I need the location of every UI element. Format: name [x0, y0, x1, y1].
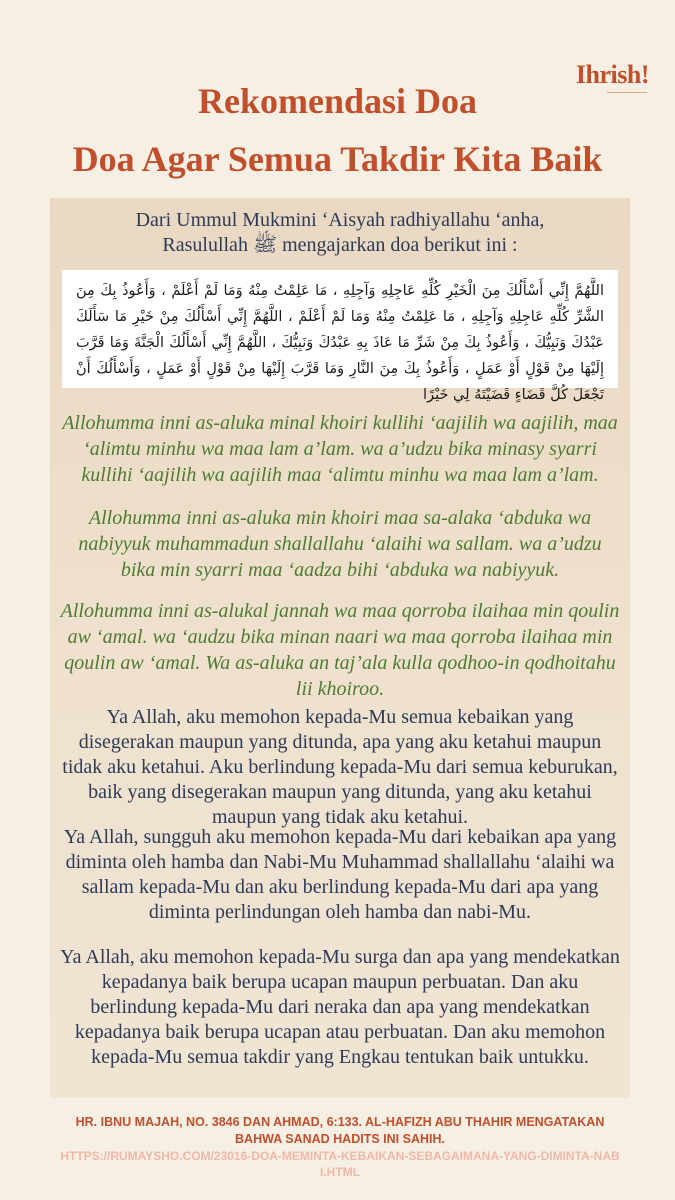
transliteration-paragraph-1: Allohumma inni as-aluka minal khoiri kullihi ‘aajilih wa aajilih, maa ‘alimtu minhu wa maa lam a’lam. wa a’udzu bika minasy syarri kullihi ‘aajilih wa aajilih maa ‘alimtu minhu wa maa lam a’lam.	[62, 412, 618, 486]
page-subtitle: Doa Agar Semua Takdir Kita Baik	[72, 139, 603, 179]
intro-line-2: Rasulullah ﷺ mengajarkan doa berikut ini :	[162, 234, 518, 256]
intro-line-1: Dari Ummul Mukmini ‘Aisyah radhiyallahu ‘anha,	[135, 209, 545, 231]
transliteration-paragraph-3: Allohumma inni as-alukal jannah wa maa qorroba ilaihaa min qoulin aw ‘amal. wa ‘audzu bika minan naari wa maa qorroba ilaihaa min qoulin aw ‘amal. Wa as-aluka an taj’ala kulla qodhoo-in qodhoitahu lii khoiroo.	[60, 600, 620, 700]
translation-paragraph-1: Ya Allah, aku memohon kepada-Mu semua kebaikan yang disegerakan maupun yang ditunda, apa yang aku ketahui maupun tidak aku ketahui. Aku berlindung kepada-Mu dari semua keburukan, baik yang disegerakan maupun yang ditunda, yang aku ketahui maupun yang tidak aku ketahui.	[62, 706, 618, 828]
translation-paragraph-3: Ya Allah, aku memohon kepada-Mu surga dan apa yang mendekatkan kepadanya baik berupa ucapan maupun perbuatan. Dan aku berlindung kepada-Mu dari neraka dan apa yang mendekatkan kepadanya baik berupa ucapan atau perbuatan. Dan aku memohon kepada-Mu semua takdir yang Engkau tentukan baik untukku.	[60, 946, 620, 1068]
transliteration-paragraph-2: Allohumma inni as-aluka min khoiri maa sa-alaka ‘abduka wa nabiyyuk muhammadun shallallahu ‘alaihi wa sallam. wa a’udzu bika min syarri maa ‘aadza bihi ‘abduka wa nabiyyuk.	[78, 507, 602, 581]
page-title: Rekomendasi Doa	[197, 81, 478, 121]
arabic-prayer-box: اللَّهُمَّ إِنِّي أَسْأَلُكَ مِنَ الْخَيْرِ كُلِّهِ عَاجِلِهِ وَآجِلِهِ ، مَا عَلِمْتُ مِنْهُ وَمَا لَمْ أَعْلَمْ ، وَأَعُوذُ بِكَ مِنَ الشَّرِّ كُلِّهِ عَاجِلِهِ وَآجِلِهِ ، مَا عَلِمْتُ مِنْهُ وَمَا لَمْ أَعْلَمْ ، اللَّهُمَّ إِنِّي أَسْأَلُكَ مِنْ خَيْرِ مَا سَأَلَكَ عَبْدُكَ وَنَبِيُّكَ ، وَأَعُوذُ بِكَ مِنْ شَرِّ مَا عَاذَ بِهِ عَبْدُكَ وَنَبِيُّكَ ، اللَّهُمَّ إِنِّي أَسْأَلُكَ الْجَنَّةَ وَمَا قَرَّبَ إِلَيْهَا مِنْ قَوْلٍ أَوْ عَمَلٍ ، وَأَعُوذُ بِكَ مِنَ النَّارِ وَمَا قَرَّبَ إِلَيْهَا مِنْ قَوْلٍ أَوْ عَمَلٍ ، وَأَسْأَلُكَ أَنْ تَجْعَلَ كُلَّ قَضَاءٍ قَضَيْتَهُ لِي خَيْرًا	[62, 270, 618, 388]
brand-logo: Ihrish!	[575, 60, 649, 89]
hadith-reference: HR. IBNU MAJAH, NO. 3846 DAN AHMAD, 6:133. AL-HAFIZH ABU THAHIR MENGATAKAN BAHWA SANAD HADITS INI SAHIH.	[75, 1115, 605, 1146]
translation-paragraph-2: Ya Allah, sungguh aku memohon kepada-Mu dari kebaikan apa yang diminta oleh hamba dan Nabi-Mu Muhammad shallallahu ‘alaihi wa sallam kepada-Mu dan aku berlindung kepada-Mu dari apa yang diminta perlindungan oleh hamba dan nabi-Mu.	[63, 826, 617, 923]
source-link[interactable]: HTTPS://RUMAYSHO.COM/23016-DOA-MEMINTA-KEBAIKAN-SEBAGAIMANA-YANG-DIMINTA-NABI.HTML	[60, 1149, 620, 1179]
intro-text	[50, 208, 630, 258]
